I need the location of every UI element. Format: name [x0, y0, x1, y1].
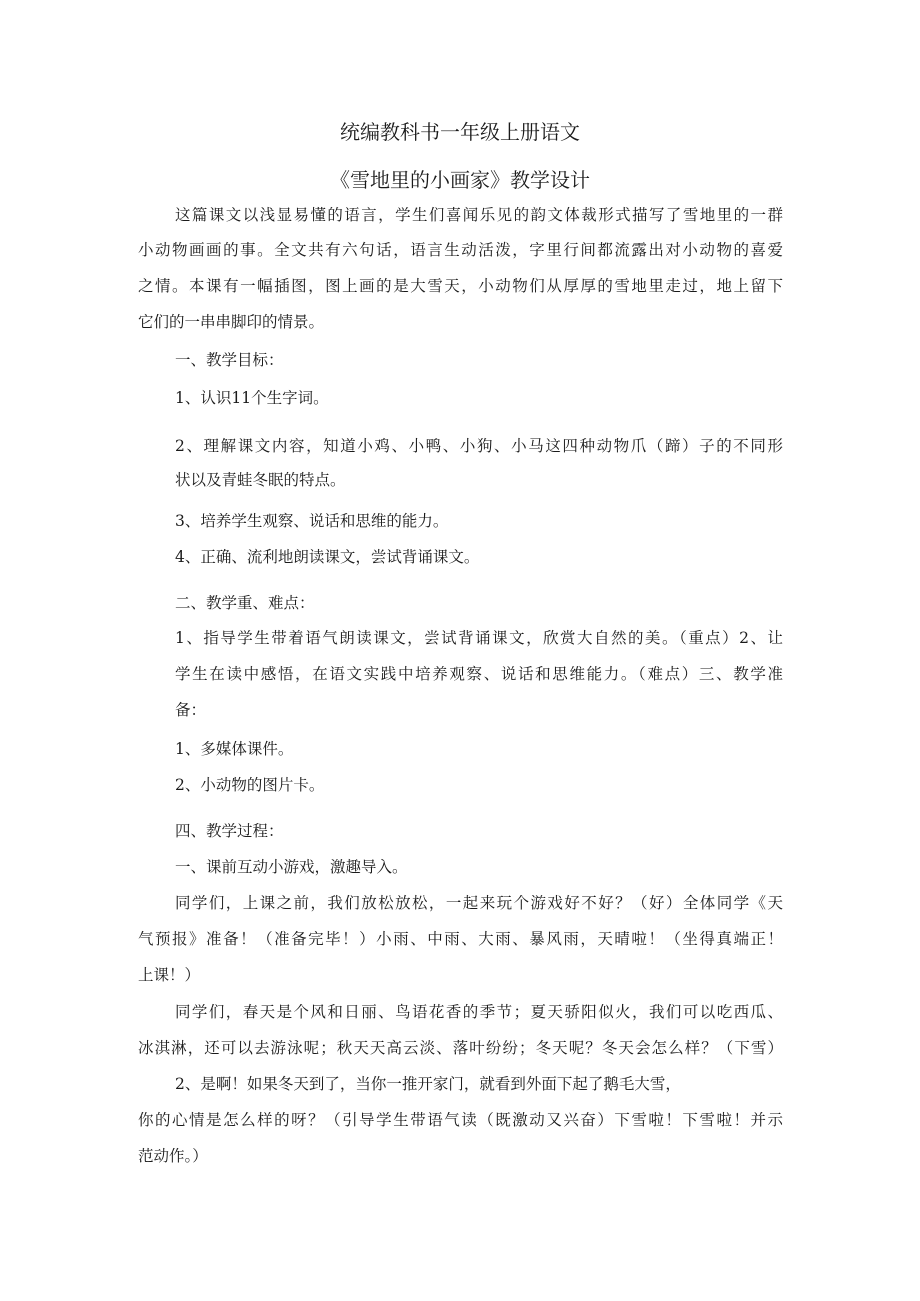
key-line: 备：: [175, 701, 207, 719]
para-line: 同学们，春天是个风和日丽、鸟语花香的季节；夏天骄阳似火，我们可以吃西瓜、: [175, 1003, 783, 1021]
key-line: 1、指导学生带着语气朗读课文，尝试背诵课文，欣赏大自然的美。（重点）2、让: [175, 629, 783, 647]
prep-item: 1、多媒体课件。: [175, 740, 294, 758]
para-line: 2、是啊！如果冬天到了，当你一推开家门，就看到外面下起了鹅毛大雪，: [175, 1075, 681, 1093]
intro-line: 之情。本课有一幅插图，图上画的是大雪天，小动物们从厚厚的雪地里走过，地上留下: [138, 277, 783, 295]
para-line: 上课！）: [138, 966, 201, 984]
para-line: 你的心情是怎么样的呀？（引导学生带语气读（既激动又兴奋）下雪啦！下雪啦！并示: [138, 1111, 783, 1129]
prep-item: 2、小动物的图片卡。: [175, 776, 325, 794]
goal-item: 1、认识11个生字词。: [175, 389, 329, 407]
intro-line: 小动物画画的事。全文共有六句话，语言生动活泼，字里行间都流露出对小动物的喜爱: [138, 241, 783, 259]
intro-line: 这篇课文以浅显易懂的语言，学生们喜闻乐见的韵文体裁形式描写了雪地里的一群: [175, 206, 783, 224]
goal-item: 状以及青蛙冬眠的特点。: [175, 471, 346, 489]
para-line: 范动作。）: [138, 1147, 208, 1165]
para-line: 气预报》准备！（准备完毕！）小雨、中雨、大雨、暴风雨，天晴啦！（坐得真端正！: [138, 930, 783, 948]
process-heading: 四、教学过程：: [175, 822, 284, 840]
doc-subtitle: 《雪地里的小画家》教学设计: [330, 168, 590, 192]
goal-item: 3、培养学生观察、说话和思维的能力。: [175, 512, 449, 530]
key-heading: 二、教学重、难点：: [175, 594, 315, 612]
goal-item: 2、理解课文内容，知道小鸡、小鸭、小狗、小马这四种动物爪（蹄）子的不同形: [175, 437, 783, 455]
para-line: 同学们，上课之前，我们放松放松，一起来玩个游戏好不好？（好）全体同学《天: [175, 894, 783, 912]
goals-heading: 一、教学目标：: [175, 351, 284, 369]
intro-line: 它们的一串串脚印的情景。: [138, 313, 325, 331]
goal-item: 4、正确、流利地朗读课文，尝试背诵课文。: [175, 548, 480, 566]
step-heading: 一、课前互动小游戏，激趣导入。: [175, 858, 408, 876]
para-line: 冰淇淋，还可以去游泳呢；秋天天高云淡、落叶纷纷；冬天呢？冬天会怎么样？（下雪）: [138, 1039, 783, 1057]
key-line: 学生在读中感悟，在语文实践中培养观察、说话和思维能力。（难点）三、教学准: [175, 665, 783, 683]
doc-title: 统编教科书一年级上册语文: [340, 120, 580, 144]
